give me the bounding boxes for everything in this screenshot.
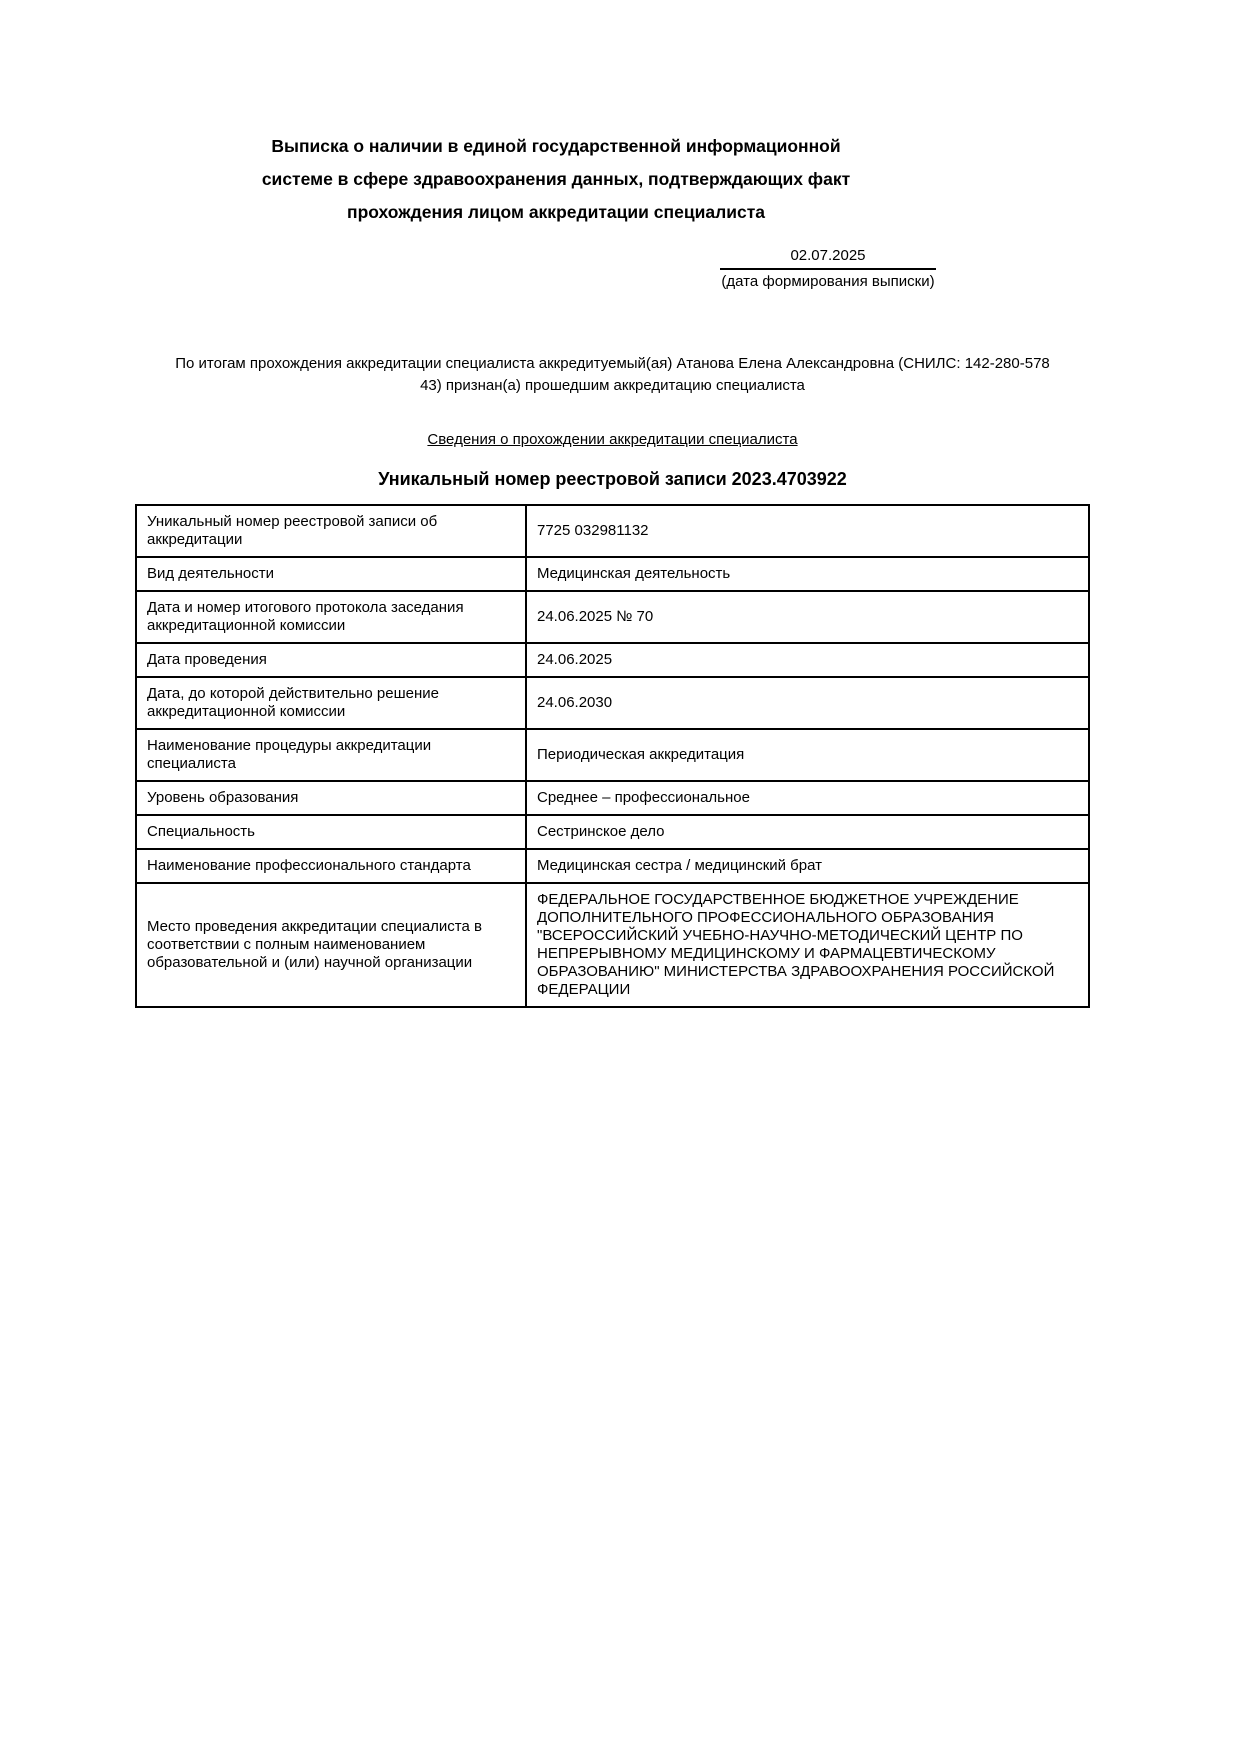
row-value: ФЕДЕРАЛЬНОЕ ГОСУДАРСТВЕННОЕ БЮДЖЕТНОЕ УЧРЕЖДЕНИЕ ДОПОЛНИТЕЛЬНОГО ПРОФЕССИОНАЛЬНОГО ОБРАЗОВАНИЯ "ВСЕРОССИЙСКИЙ УЧЕБНО-НАУЧНО-МЕТОДИЧЕСКИЙ ЦЕНТР ПО НЕПРЕРЫВНОМУ МЕДИЦИНСКОМУ И ФАРМАЦЕВТИЧЕСКОМУ ОБРАЗОВАНИЮ" МИНИСТЕРСТВА ЗДРАВООХРАНЕНИЯ РОССИЙСКОЙ ФЕДЕРАЦИИ [526,883,1089,1007]
table-row [136,557,1089,591]
row-label: Дата и номер итогового протокола заседания аккредитационной комиссии [136,591,526,643]
intro-line: По итогам прохождения аккредитации специалиста аккредитуемый(ая) Атанова Елена Александровна (СНИЛС: 142-280-578 [175,355,1050,372]
table-row [136,849,1089,883]
table-row [136,815,1089,849]
intro-line: 43) признан(а) прошедшим аккредитацию специалиста [420,377,805,394]
document-content [135,0,1090,1008]
row-value: 24.06.2025 № 70 [526,591,1089,643]
document-title-line: Выписка о наличии в единой государственной информационной [271,136,841,156]
formation-date-block [700,246,956,292]
document-title-line: системе в сфере здравоохранения данных, подтверждающих факт [261,169,851,189]
table-row [136,591,1089,643]
document-title-line: прохождения лицом аккредитации специалиста [347,202,765,222]
registry-number-heading: Уникальный номер реестровой записи 2023.4703922 [378,469,847,489]
row-label: Вид деятельности [136,557,526,591]
formation-date-label: (дата формирования выписки) [721,273,935,290]
row-value: 24.06.2025 [526,643,1089,677]
row-value: 7725 032981132 [526,505,1089,557]
row-label: Специальность [136,815,526,849]
row-value: Медицинская деятельность [526,557,1089,591]
row-label: Наименование профессионального стандарта [136,849,526,883]
row-value: 24.06.2030 [526,677,1089,729]
row-label: Наименование процедуры аккредитации специалиста [136,729,526,781]
row-value: Медицинская сестра / медицинский брат [526,849,1089,883]
accreditation-table [135,504,1090,1008]
table-row [136,781,1089,815]
document-title [135,130,977,229]
table-row [136,677,1089,729]
section-heading: Сведения о прохождении аккредитации специалиста [427,431,798,448]
row-label: Уникальный номер реестровой записи об аккредитации [136,505,526,557]
row-label: Место проведения аккредитации специалиста в соответствии с полным наименованием образовательной и (или) научной организации [136,883,526,1007]
row-label: Уровень образования [136,781,526,815]
row-value: Периодическая аккредитация [526,729,1089,781]
table-row [136,883,1089,1007]
row-value: Сестринское дело [526,815,1089,849]
table-row [136,643,1089,677]
row-label: Дата проведения [136,643,526,677]
table-row [136,505,1089,557]
row-value: Среднее – профессиональное [526,781,1089,815]
intro-paragraph [135,353,1090,397]
formation-date-value: 02.07.2025 [720,246,936,270]
row-label: Дата, до которой действительно решение аккредитационной комиссии [136,677,526,729]
table-row [136,729,1089,781]
